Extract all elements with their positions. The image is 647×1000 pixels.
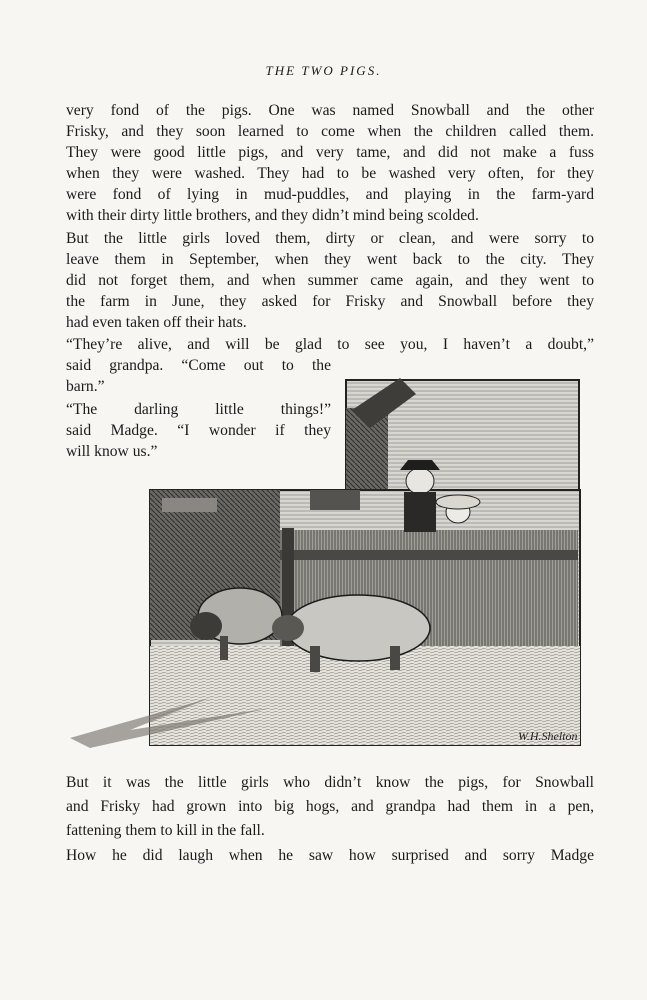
text-line: fattening them to kill in the fall.: [66, 822, 265, 839]
pig-pen-illustration: [70, 378, 590, 758]
text-line: with their dirty little brothers, and they didn’t mind being scolded.: [66, 207, 479, 224]
text-line: Frisky, and they soon learned to come when the children called them.: [66, 123, 594, 140]
text-line: But the little girls loved them, dirty or clean, and were sorry to: [66, 230, 594, 247]
text-line: very fond of the pigs. One was named Snowball and the other: [66, 102, 594, 119]
illustration-signature: W.H.Shelton: [518, 729, 578, 743]
text-line: will know us.”: [66, 443, 158, 460]
text-line: How he did laugh when he saw how surprised and sorry Madge: [66, 847, 594, 864]
text-line: “They’re alive, and will be glad to see you, I haven’t a doubt,”: [66, 336, 594, 353]
text-line: when they were washed. They had to be washed very often, for they: [66, 165, 594, 182]
text-line: were fond of lying in mud-puddles, and playing in the farm-yard: [66, 186, 594, 203]
text-line: had even taken off their hats.: [66, 314, 247, 331]
text-line: “The darling little things!”: [66, 401, 331, 418]
text-line: said grandpa. “Come out to the: [66, 357, 331, 374]
text-line: But it was the little girls who didn’t know the pigs, for Snowball: [66, 774, 594, 791]
text-line: said Madge. “I wonder if they: [66, 422, 331, 439]
text-line: They were good little pigs, and very tame, and did not make a fuss: [66, 144, 594, 161]
text-line: and Frisky had grown into big hogs, and grandpa had them in a pen,: [66, 798, 594, 815]
text-line: barn.”: [66, 378, 105, 395]
text-line: the farm in June, they asked for Frisky and Snowball before they: [66, 293, 594, 310]
running-header: THE TWO PIGS.: [265, 63, 382, 78]
text-line: leave them in September, when they went back to the city. They: [66, 251, 594, 268]
text-line: did not forget them, and when summer came again, and they went to: [66, 272, 594, 289]
